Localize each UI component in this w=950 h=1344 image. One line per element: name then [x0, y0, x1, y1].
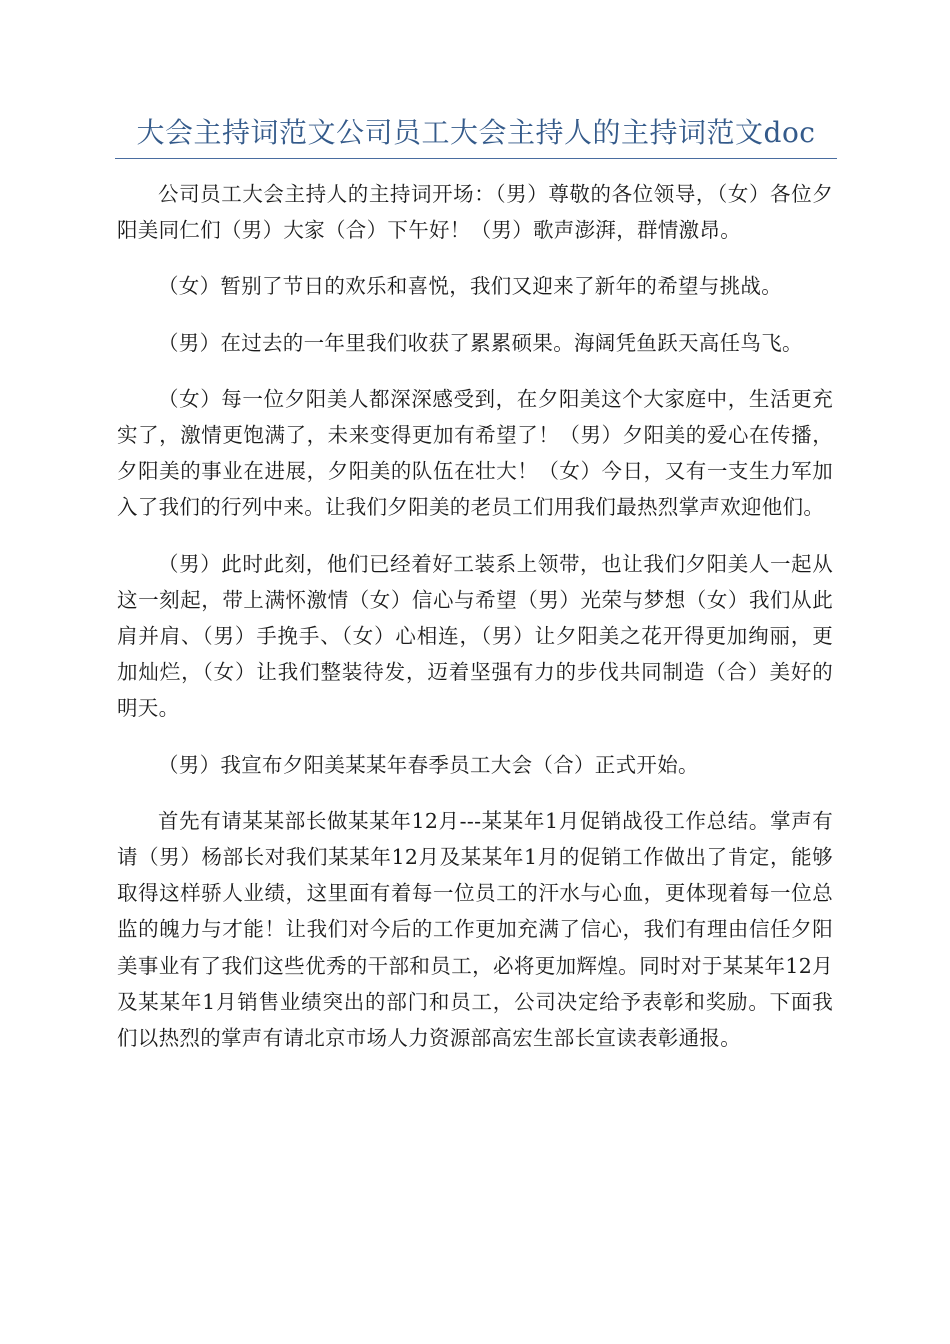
paragraph: 公司员工大会主持人的主持词开场：（男）尊敬的各位领导，（女）各位夕阳美同仁们（男）大家（合）下午好！（男）歌声澎湃，群情激昂。 [117, 182, 833, 243]
paragraph: （女）暂别了节日的欢乐和喜悦，我们又迎来了新年的希望与挑战。 [158, 274, 782, 299]
paragraph: （男）此时此刻，他们已经着好工装系上领带，也让我们夕阳美人一起从这一刻起，带上满怀激情（女）信心与希望（男）光荣与梦想（女）我们从此肩并肩、（男）手挽手、（女）心相连，（男）让夕阳美之花开得更加绚丽，更加灿烂，（女）让我们整装待发，迈着坚强有力的步伐共同制造（合）美好的明天。 [117, 551, 833, 721]
paragraph: 首先有请某某部长做某某年12月---某某年1月促销战役工作总结。掌声有请（男）杨部长对我们某某年12月及某某年1月的促销工作做出了肯定，能够取得这样骄人业绩，这里面有着每一位员工的汗水与心血，更体现着每一位总监的魄力与才能！让我们对今后的工作更加充满了信心，我们有理由信任夕阳美事业有了我们这些优秀的干部和员工，必将更加辉煌。同时对于某某年12月及某某年1月销售业绩突出的部门和员工，公司决定给予表彰和奖励。下面我们以热烈的掌声有请北京市场人力资源部高宏生部长宣读表彰通报。 [117, 808, 833, 1051]
document-title: 大会主持词范文公司员工大会主持人的主持词范文doc [136, 116, 816, 149]
paragraph: （女）每一位夕阳美人都深深感受到，在夕阳美这个大家庭中，生活更充实了，激情更饱满了，未来变得更加有希望了！（男）夕阳美的爱心在传播，夕阳美的事业在进展，夕阳美的队伍在壮大！（女）今日，又有一支生力军加入了我们的行列中来。让我们夕阳美的老员工们用我们最热烈掌声欢迎他们。 [117, 386, 833, 520]
document-body [117, 176, 833, 1076]
paragraph: （男）在过去的一年里我们收获了累累硕果。海阔凭鱼跃天高任鸟飞。 [158, 330, 803, 355]
paragraph: （男）我宣布夕阳美某某年春季员工大会（合）正式开始。 [158, 752, 699, 777]
title-block [115, 108, 837, 159]
